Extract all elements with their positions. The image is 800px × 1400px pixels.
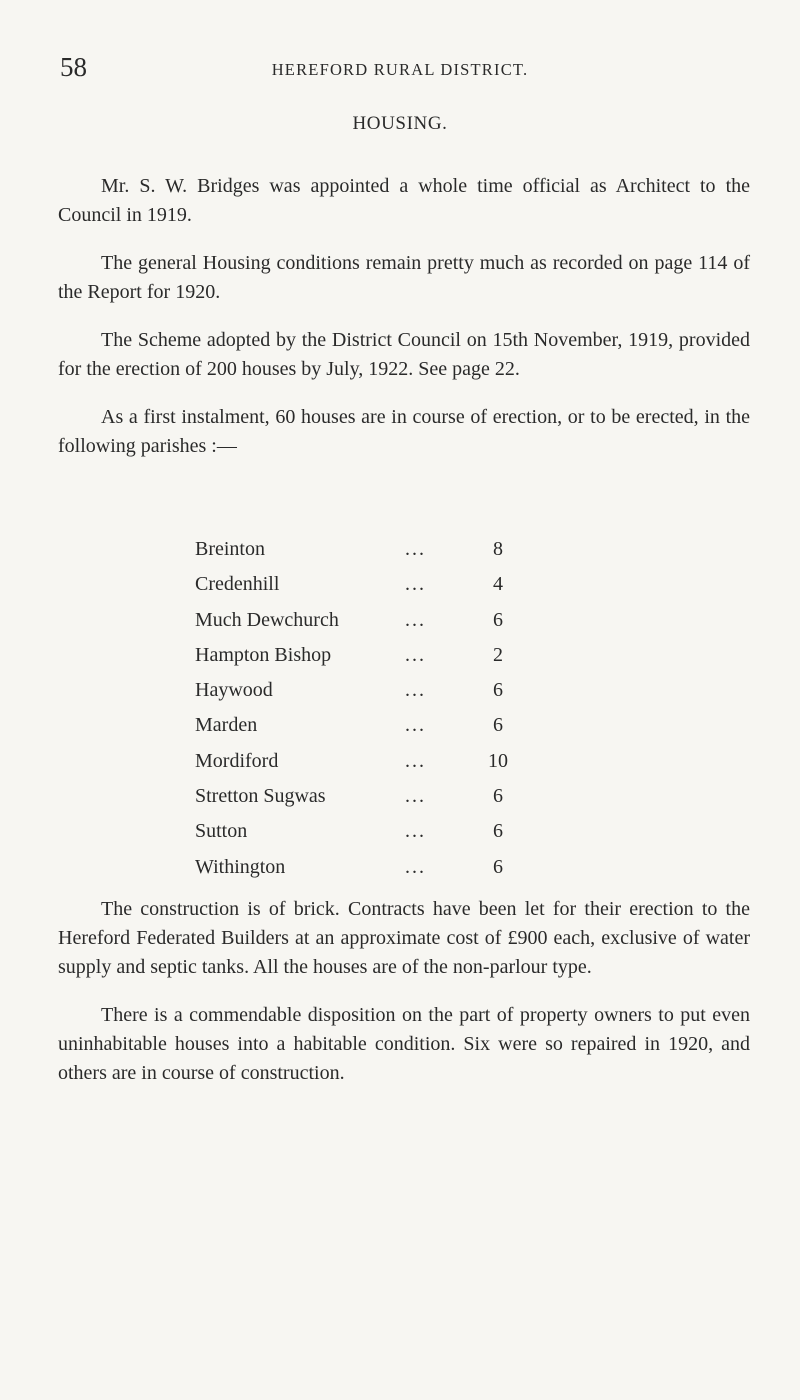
leader-dots: ... [405, 714, 426, 737]
section-title: HOUSING. [352, 113, 448, 134]
parish-name: Hampton Bishop [195, 643, 332, 666]
leader-dots: ... [405, 573, 426, 596]
house-count: 6 [493, 714, 503, 737]
running-head: HEREFORD RURAL DISTRICT. [271, 60, 529, 79]
paragraph-conditions: The general Housing conditions remain pretty much as recorded on page 114 of the Report for 1920. [58, 252, 750, 303]
page-number: 58 [60, 52, 87, 82]
list-item [58, 856, 750, 891]
house-count: 6 [493, 608, 503, 631]
parish-name: Haywood [195, 679, 273, 702]
paragraph-scheme: The Scheme adopted by the District Council on 15th November, 1919, provided for the erection of 200 houses by July, 1922. See page 22. [58, 329, 750, 380]
list-item [58, 714, 750, 749]
list-item [58, 679, 750, 714]
leader-dots: ... [405, 538, 426, 560]
house-count: 6 [493, 820, 503, 843]
parish-name: Mordiford [195, 749, 279, 772]
parish-name: Much Dewchurch [195, 608, 339, 631]
parish-name: Stretton Sugwas [195, 785, 326, 808]
leader-dots: ... [405, 855, 426, 878]
list-item [58, 609, 750, 644]
paragraph-first-instalment: As a first instalment, 60 houses are in course of erection, or to be erected, in the following parishes :— [58, 406, 750, 457]
house-count: 6 [493, 855, 503, 878]
list-item [58, 785, 750, 820]
house-count: 2 [493, 643, 503, 666]
paragraph-architect: Mr. S. W. Bridges was appointed a whole time official as Architect to the Council in 1919. [58, 175, 750, 226]
list-item [58, 750, 750, 785]
leader-dots: ... [405, 820, 426, 843]
leader-dots: ... [405, 749, 426, 772]
parish-name: Breinton [195, 538, 265, 560]
leader-dots: ... [405, 643, 426, 666]
list-item [58, 644, 750, 679]
house-count: 6 [493, 679, 503, 702]
leader-dots: ... [405, 785, 426, 808]
list-item [58, 573, 750, 608]
house-count: 4 [493, 573, 503, 596]
parish-list [58, 538, 750, 891]
house-count: 8 [493, 538, 503, 560]
paragraph-construction: The construction is of brick. Contracts have been let for their erection to the Hereford Federated Builders at an approximate cost of £900 each, exclusive of water supply and septic tanks. All the houses are of the non-parlour type. [58, 898, 750, 978]
list-item [58, 538, 750, 573]
parish-name: Credenhill [195, 573, 280, 596]
leader-dots: ... [405, 679, 426, 702]
parish-name: Sutton [195, 820, 248, 843]
house-count: 6 [493, 785, 503, 808]
parish-name: Marden [195, 714, 258, 737]
page-header [60, 52, 740, 92]
body-text-lower [58, 895, 750, 1107]
parish-name: Withington [195, 855, 286, 878]
list-item [58, 820, 750, 855]
leader-dots: ... [405, 608, 426, 631]
body-text-upper [58, 172, 750, 480]
parish-list-container [58, 538, 750, 899]
paragraph-repairs: There is a commendable disposition on the part of property owners to put even uninhabitable houses into a habitable condition. Six were so repaired in 1920, and others are in course of construction. [58, 1004, 750, 1084]
house-count: 10 [488, 749, 508, 772]
